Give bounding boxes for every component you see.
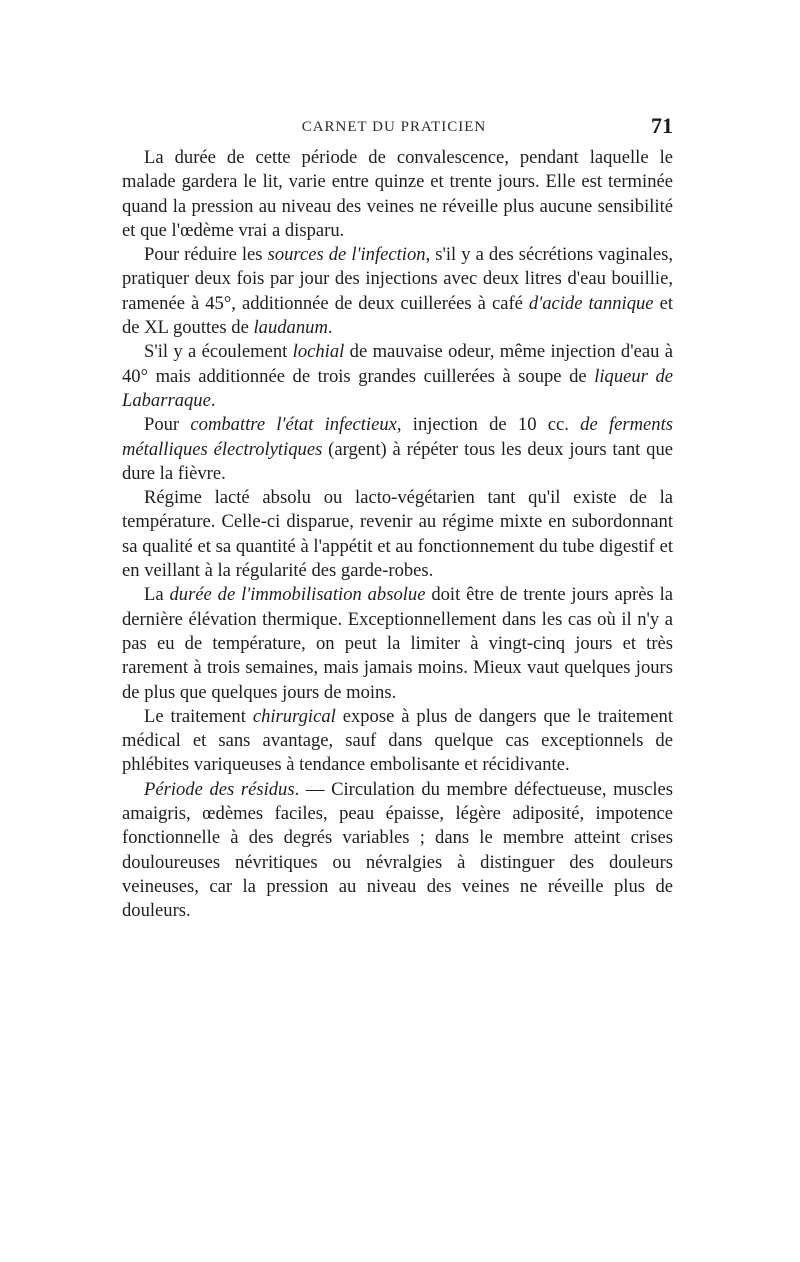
italic-term: combattre l'état infectieux <box>190 414 397 436</box>
paragraph-sources-infection <box>122 243 673 340</box>
text-segment: S'il y a écoulement <box>144 341 293 363</box>
text-segment: (argent) à répéter tous les deux jours tant que dure la fièvre. <box>122 438 673 484</box>
paragraph-ecoulement-lochial <box>122 340 673 413</box>
italic-term: de ferments métalliques électrolytiques <box>122 414 674 460</box>
paragraph-immobilisation <box>122 583 673 704</box>
text-segment: La <box>144 584 170 606</box>
text-segment: , injection de 10 cc. <box>396 414 581 436</box>
running-head <box>115 113 673 143</box>
italic-term: chirurgical <box>252 705 336 727</box>
text-segment: . <box>327 317 333 339</box>
text-segment: Pour <box>144 414 191 436</box>
italic-term: d'acide tannique <box>528 292 654 314</box>
italic-term: sources de l'infection <box>267 244 426 266</box>
running-title: CARNET DU PRATICIEN <box>301 119 487 135</box>
text-segment: . <box>210 389 216 411</box>
italic-term: Période des résidus <box>144 778 295 800</box>
paragraph-traitement-chirurgical <box>122 705 673 778</box>
paragraph-etat-infectieux <box>122 413 673 486</box>
italic-term: liqueur de Labarraque <box>122 365 673 411</box>
text-segment: de mauvaise odeur, même injection d'eau à 40° mais additionnée de trois grandes cuillerées à soupe de <box>122 341 673 387</box>
paragraph-convalescence <box>122 146 673 243</box>
italic-term: laudanum <box>253 317 328 339</box>
text-segment: Le traitement <box>144 705 253 727</box>
page-number: 71 <box>651 113 673 138</box>
text-segment: et de XL gouttes de <box>122 292 673 339</box>
body-text <box>122 146 673 924</box>
paragraph-regime <box>122 486 673 583</box>
paragraph-periode-residus <box>122 778 673 924</box>
text-segment: . — Circulation du membre défectueuse, muscles amaigris, œdèmes faciles, peau épaisse, légère adiposité, impotence fonctionnelle à des degrés variables ; dans le membre atteint crises douloureuses névritiques ou névralgies à distinguer des douleurs veineuses, car la pression au niveau des veines ne réveille plus de douleurs. <box>122 778 673 922</box>
text-segment: doit être de trente jours après la dernière élévation thermique. Exceptionnellement dans les cas où il n'y a pas eu de température, on peut la limiter à vingt-cinq jours et très rarement à trois semaines, mais jamais moins. Mieux vaut quelques jours de plus que quelques jours de moins. <box>122 584 673 703</box>
italic-term: durée de l'immobilisation absolue <box>169 584 426 606</box>
italic-term: lochial <box>292 341 345 363</box>
text-segment: expose à plus de dangers que le traitement médical et sans avantage, sauf dans quelque cas exceptionnels de phlébites variqueuses à tendance embolisante et récidivante. <box>122 705 673 776</box>
text-segment: La durée de cette période de convalescence, pendant laquelle le malade gardera le lit, varie entre quinze et trente jours. Elle est terminée quand la pression au niveau des veines ne réveille plus aucune sensibilité et que l'œdème vrai a disparu. <box>122 147 673 241</box>
text-segment: Pour réduire les <box>144 244 268 266</box>
text-segment: Régime lacté absolu ou lacto-végétarien tant qu'il existe de la température. Celle-ci disparue, revenir au régime mixte en subordonnant sa qualité et sa quantité à l'appétit et au fonctionnement du tube digestif et en veillant à la régularité des garde-robes. <box>122 487 673 582</box>
text-segment: , s'il y a des sécrétions vaginales, pratiquer deux fois par jour des injections avec deux litres d'eau bouillie, ramenée à 45°, additionnée de deux cuillerées à café <box>122 244 673 314</box>
